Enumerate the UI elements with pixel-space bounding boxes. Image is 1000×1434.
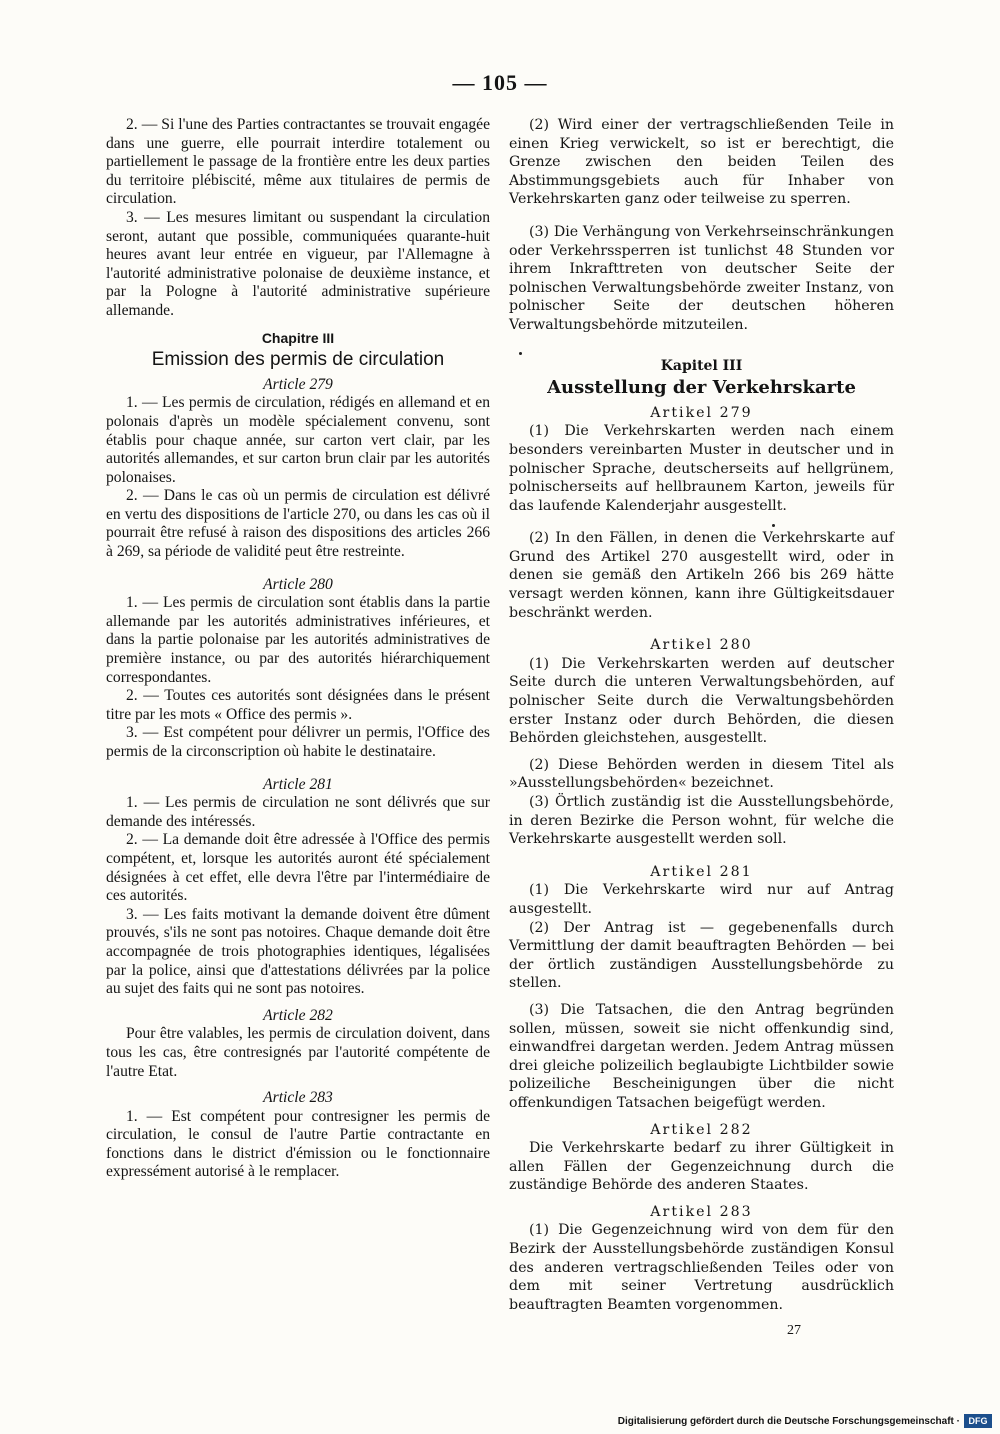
de-chapter-label: Kapitel III <box>660 357 743 374</box>
de-article-280-p3: (3) Örtlich zuständig ist die Ausstellungsbehörde, in deren Bezirke die Person wohnt, für welche die Verkehrskarte ausgestellt werden soll. <box>509 794 894 848</box>
page-number: — 105 — <box>452 70 548 95</box>
fr-article-281-p3: 3. — Les faits motivant la demande doivent être dûment prouvés, s'ils ne sont pas notoires. Chaque demande doit être accompagnée de trois photographies identiques, légalisées par la police, ainsi que d'attestations délivrées par la police au sujet des faits qui ne sont pas notoires. <box>106 905 490 998</box>
fr-article-281-p1: 1. — Les permis de circulation ne sont délivrés que sur demande des intéressés. <box>106 794 490 830</box>
fr-chapter-title: Emission des permis de circulation <box>151 349 445 371</box>
de-paragraph-3-restrictions: (3) Die Verhängung von Verkehrseinschränkungen oder Verkehrssperren ist tunlichst 48 Stunden vor ihrem Inkrafttreten von deutscher Seite der polnischen Verwaltungsbehörde zweiter Instanz, von polnischer Seite der deutschen höheren Verwaltungsbehörde mitzuteilen. <box>509 223 894 333</box>
fr-article-279-p2: 2. — Dans le cas où un permis de circulation est délivré en vertu des dispositions de l'article 270, ou dans les cas où il pourrait être refusé à raison des dispositions des articles 266 à 269, sa période de validité peut être restreinte. <box>106 487 490 561</box>
french-column <box>106 116 490 1182</box>
fr-article-282-title: Article 282 <box>263 1006 333 1024</box>
de-article-281-p1: (1) Die Verkehrskarte wird nur auf Antrag ausgestellt. <box>509 882 894 917</box>
de-article-281-title: Artikel 281 <box>650 863 753 880</box>
de-article-280-title: Artikel 280 <box>650 637 753 654</box>
german-column <box>509 116 894 1314</box>
de-article-283-title: Artikel 283 <box>650 1203 753 1220</box>
digitization-credit: Digitalisierung gefördert durch die Deutsche Forschungsgemeinschaft · <box>617 1416 960 1427</box>
fr-article-282-p1: Pour être valables, les permis de circulation doivent, dans tous les cas, être contresignés par l'autorité compétente de l'autre Etat. <box>106 1025 490 1080</box>
fr-paragraph-2-war: 2. — Si l'une des Parties contractantes se trouvait engagée dans une guerre, elle pourrait interdire totalement ou partiellement le passage de la frontière entre les deux parties du territoire plébiscité, même aux titulaires de permis de circulation. <box>106 116 490 208</box>
fr-article-280-p2: 2. — Toutes ces autorités sont désignées dans le présent titre par les mots « Office des permis ». <box>106 687 490 723</box>
fr-paragraph-3-measures: 3. — Les mesures limitant ou suspendant la circulation seront, autant que possible, communiquées quarante-huit heures avant leur entrée en vigueur, par l'Allemagne à l'autorité administrative polonaise de deuxième instance, et par la Pologne à l'autorité administrative supérieure allemande. <box>106 208 490 319</box>
print-speck <box>772 524 775 527</box>
de-article-281-p2: (2) Der Antrag ist — gegebenenfalls durch Vermittlung der damit beauftragten Behörden — bei der örtlich zuständigen Ausstellungsbehörde zu stellen. <box>509 919 894 992</box>
fr-article-281-p2: 2. — La demande doit être adressée à l'Office des permis compétent, et, lorsque les autorités auront été spécialement désignées à cet effet, elle devra l'être par l'intermédiaire de ces autorités. <box>106 831 490 905</box>
de-article-279-title: Artikel 279 <box>650 404 753 421</box>
print-speck <box>519 352 522 355</box>
fr-article-280-p1: 1. — Les permis de circulation sont établis dans la partie allemande par les autorités administratives inférieures, et dans la partie polonaise par les autorités administratives de première instance, ou par des autorités hiérarchiquement correspondantes. <box>106 594 490 686</box>
de-article-280-p2: (2) Diese Behörden werden in diesem Titel als »Ausstellungsbehörden« bezeichnet. <box>509 756 894 792</box>
fr-article-279-title: Article 279 <box>263 375 333 393</box>
de-chapter-title: Ausstellung der Verkehrskarte <box>547 377 856 399</box>
de-paragraph-2-war: (2) Wird einer der vertragschließenden Teile in einen Krieg verwickelt, so ist er berechtigt, die Grenze zwischen den beiden Teilen des Abstimmungsgebiets auch für Inhaber von Verkehrskarten ganz oder teilweise zu sperren. <box>509 117 894 208</box>
fr-article-283-p1: 1. — Est compétent pour contresigner les permis de circulation, le consul de l'autre Partie contractante en fonctions dans le district d'émission ou le fonctionnaire expressément autorisé à le remplacer. <box>106 1107 490 1181</box>
de-article-280-p1: (1) Die Verkehrskarten werden auf deutscher Seite durch die unteren Verwaltungsbehörden, auf polnischer Seite durch die Verwaltungsbehörden erster Instanz oder durch Behörden, die diesen Behörden gleichstehen, ausgestellt. <box>509 655 894 747</box>
dfg-logo: DFG <box>964 1414 992 1428</box>
fr-article-281-title: Article 281 <box>263 775 333 793</box>
de-article-279-p2: (2) In den Fällen, in denen die Verkehrskarte auf Grund des Artikel 270 ausgestellt wird, oder in denen sie gemäß den Artikeln 266 bis 269 hätte versagt werden können, kann ihre Gültigkeitsdauer beschränkt werden. <box>509 530 894 621</box>
fr-article-279-p1: 1. — Les permis de circulation, rédigés en allemand et en polonais d'après un modèle spécialement convenu, sont établis pour chaque année, sur carton vert clair, par les autorités allemandes, et sur carton brun clair par les autorités polonaises. <box>106 394 490 486</box>
de-article-282-p1: Die Verkehrskarte bedarf zu ihrer Gültigkeit in allen Fällen der Gegenzeichnung durch die zuständige Behörde des anderen Staates. <box>509 1140 894 1194</box>
fr-article-283-title: Article 283 <box>263 1089 333 1107</box>
fr-chapter-label: Chapitre III <box>261 329 335 346</box>
fr-article-280-title: Article 280 <box>263 575 333 593</box>
de-article-279-p1: (1) Die Verkehrskarten werden nach einem besonders vereinbarten Muster in deutscher und in polnischer Sprache, deutscherseits auf hellgrünem, polnischerseits auf hellbraunem Karton, jeweils für das laufende Kalenderjahr ausgestellt. <box>509 423 894 514</box>
de-article-282-title: Artikel 282 <box>650 1121 753 1138</box>
de-article-281-p3: (3) Die Tatsachen, die den Antrag begründen sollen, müssen, soweit sie nicht offenkundig sind, einwandfrei dargetan werden. Jedem Antrag müssen drei gleiche polizeilich beglaubigte Lichtbilder sowie polizeiliche Bescheinigungen über die nicht offenkundigen Tatsachen beigefügt werden. <box>509 1001 894 1111</box>
fr-article-280-p3: 3. — Est compétent pour délivrer un permis, l'Office des permis de la circonscription où habite le destinataire. <box>106 724 490 760</box>
de-article-283-p1: (1) Die Gegenzeichnung wird von dem für den Bezirk der Ausstellungsbehörde zuständigen Konsul des anderen vertragschließenden Teiles oder von dem mit seiner Vertretung ausdrücklich beauftragten Beamten vorgenommen. <box>509 1222 894 1313</box>
sheet-number: 27 <box>787 1323 801 1338</box>
